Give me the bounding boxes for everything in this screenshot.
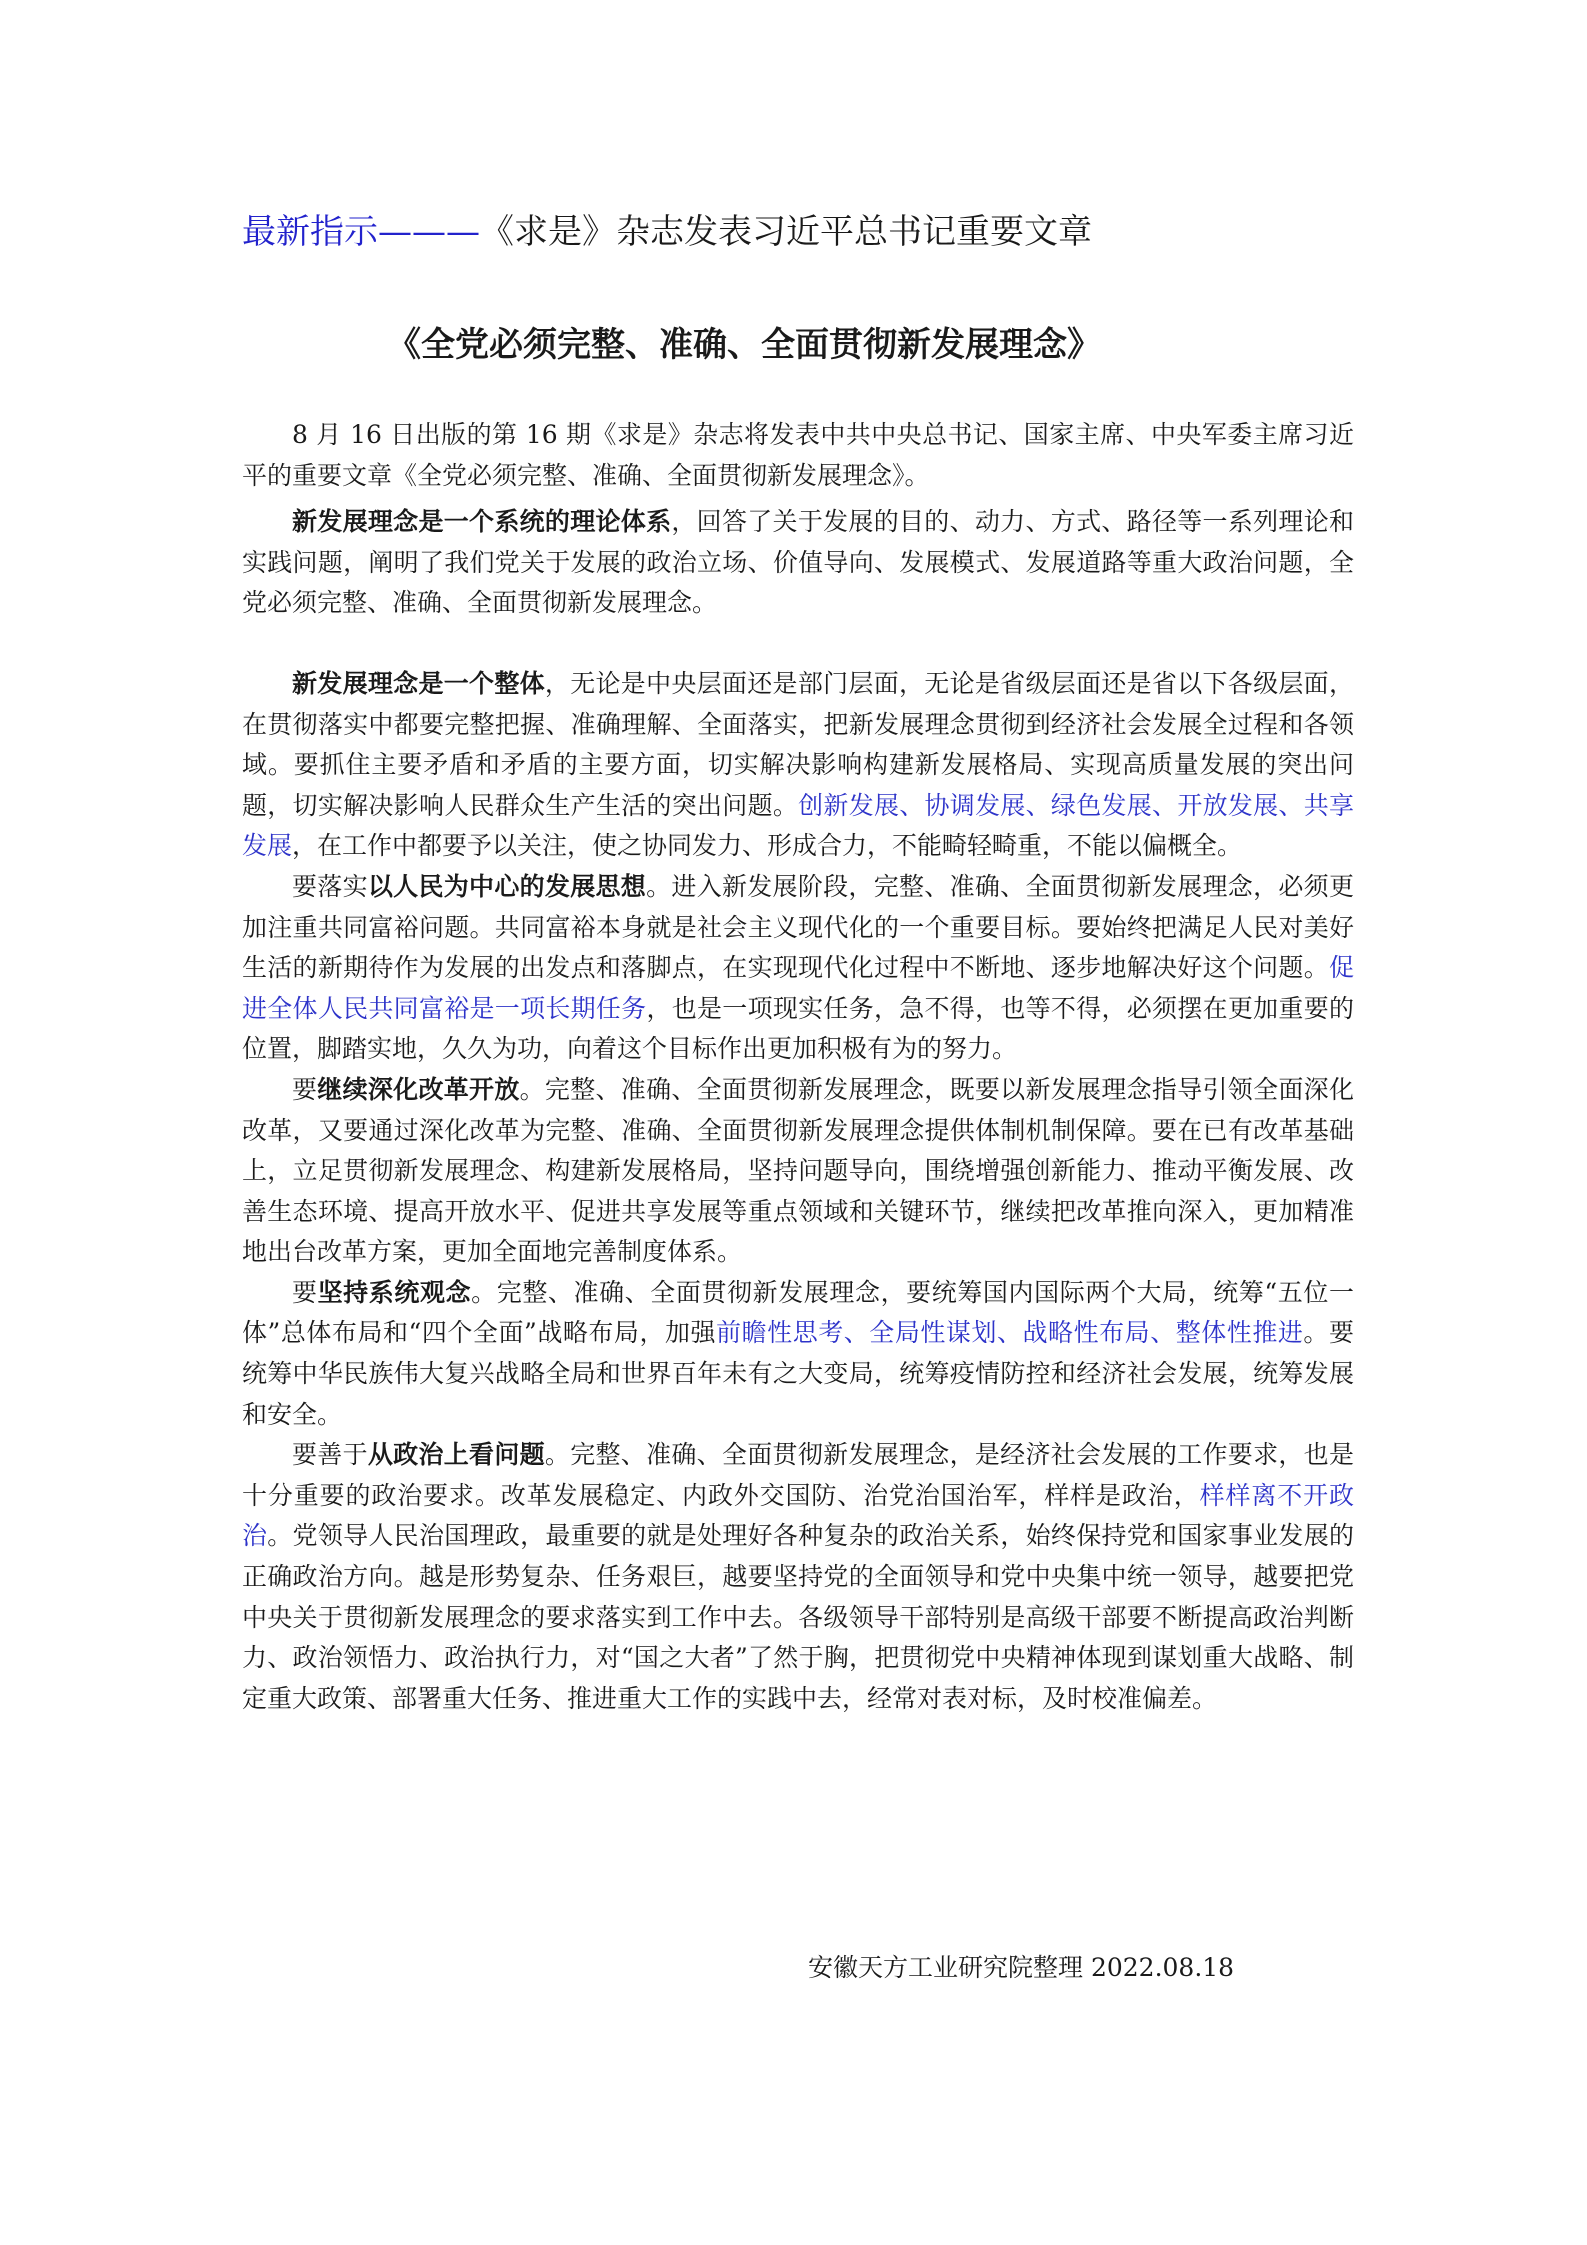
paragraph-text: 。完整、准确、全面贯彻新发展理念，既要以新发展理念指导引领全面深化改革，又要通过深化改革为完整、准确、全面贯彻新发展理念提供体制机制保障。要在已有改革基础上，立足贯彻新发展理念、构建新发展格局，坚持问题导向，围绕增强创新能力、推动平衡发展、改善生态环境、提高开放水平、促进共享发展等重点领域和关键环节，继续把改革推向深入，更加精准地出台改革方案，更加全面地完善制度体系。 — [242, 1074, 1354, 1267]
paragraph-text: 。完整、准确、全面贯彻新发展理念，要统筹国内国际两个大局，统筹“五位一体”总体布局和“四个全面”战略布局，加强 — [242, 1277, 1354, 1348]
highlight-link[interactable]: 样样离不开政治 — [242, 1480, 1354, 1551]
article-body — [242, 415, 1354, 1719]
paragraph-text: 。要统筹中华民族伟大复兴战略全局和世界百年未有之大变局，统筹疫情防控和经济社会发展，统筹发展和安全。 — [242, 1318, 1354, 1429]
paragraph-theory-system — [242, 502, 1354, 624]
paragraph-text: 。党领导人民治国理政，最重要的就是处理好各种复杂的政治关系，始终保持党和国家事业发展的正确政治方向。越是形势复杂、任务艰巨，越要坚持党的全面领导和党中央集中统一领导，越要把党中央关于贯彻新发展理念的要求落实到工作中去。各级领导干部特别是高级干部要不断提高政治判断力、政治领悟力、政治执行力，对“国之大者”了然于胸，把贯彻党中央精神体现到谋划重大战略、制定重大政策、部署重大任务、推进重大工作的实践中去，经常对表对标，及时校准偏差。 — [242, 1521, 1354, 1713]
paragraph-text: 要善于 — [292, 1440, 368, 1470]
signature: 安徽天方工业研究院整理 2022.08.18 — [808, 1953, 1235, 1982]
key-phrase: 以人民为中心的发展思想 — [367, 871, 647, 901]
paragraph-text: 8 月 16 日出版的第 16 期《求是》杂志将发表中共中央总书记、国家主席、中央军委主席习近平的重要文章《全党必须完整、准确、全面贯彻新发展理念》。 — [242, 420, 1354, 490]
highlight-link[interactable]: 前瞻性思考、全局性谋划、战略性布局、整体性推进 — [716, 1318, 1304, 1348]
paragraph-political-view — [242, 1435, 1354, 1719]
paragraph-whole — [242, 664, 1354, 867]
highlight-link[interactable]: 促进全体人民共同富裕是一项长期任务 — [242, 953, 1354, 1023]
headline — [242, 207, 1092, 257]
key-phrase: 新发展理念是一个系统的理论体系 — [292, 507, 672, 537]
key-phrase: 坚持系统观念 — [317, 1277, 472, 1307]
key-phrase: 继续深化改革开放 — [317, 1074, 520, 1104]
paragraph-systems-view — [242, 1273, 1354, 1435]
paragraph-people-centered — [242, 867, 1354, 1070]
article-title: 《全党必须完整、准确、全面贯彻新发展理念》 — [387, 325, 1101, 365]
paragraph-intro — [242, 415, 1354, 496]
paragraph-text: 要 — [292, 1074, 318, 1104]
paragraph-text: ，也是一项现实任务，急不得，也等不得，必须摆在更加重要的位置，脚踏实地，久久为功，向着这个目标作出更加积极有为的努力。 — [242, 993, 1354, 1064]
headline-link[interactable]: 最新指示——— — [242, 212, 480, 252]
paragraph-text: 。进入新发展阶段，完整、准确、全面贯彻新发展理念，必须更加注重共同富裕问题。共同富裕本身就是社会主义现代化的一个重要目标。要始终把满足人民对美好生活的新期待作为发展的出发点和落脚点，在实现现代化过程中不断地、逐步地解决好这个问题。 — [242, 871, 1354, 983]
key-phrase: 从政治上看问题 — [367, 1440, 545, 1470]
key-phrase: 新发展理念是一个整体 — [292, 668, 545, 698]
paragraph-reform — [242, 1070, 1354, 1273]
paragraph-text: ，无论是中央层面还是部门层面，无论是省级层面还是省以下各级层面，在贯彻落实中都要完整把握、准确理解、全面落实，把新发展理念贯彻到经济社会发展全过程和各领域。要抓住主要矛盾和矛盾的主要方面，切实解决影响构建新发展格局、实现高质量发展的突出问题，切实解决影响人民群众生产生活的突出问题。 — [242, 668, 1354, 820]
headline-text: 《求是》杂志发表习近平总书记重要文章 — [480, 212, 1092, 252]
highlight-link[interactable]: 创新发展、协调发展、绿色发展、开放发展、共享发展 — [242, 790, 1354, 861]
paragraph-text: 。完整、准确、全面贯彻新发展理念，是经济社会发展的工作要求，也是十分重要的政治要求。改革发展稳定、内政外交国防、治党治国治军，样样是政治， — [242, 1440, 1354, 1510]
paragraph-text: ，在工作中都要予以关注，使之协同发力、形成合力，不能畸轻畸重，不能以偏概全。 — [292, 831, 1243, 861]
paragraph-text: ，回答了关于发展的目的、动力、方式、路径等一系列理论和实践问题，阐明了我们党关于发展的政治立场、价值导向、发展模式、发展道路等重大政治问题，全党必须完整、准确、全面贯彻新发展理念。 — [242, 507, 1354, 618]
paragraph-text: 要落实 — [292, 871, 368, 901]
paragraph-text: 要 — [292, 1277, 318, 1307]
